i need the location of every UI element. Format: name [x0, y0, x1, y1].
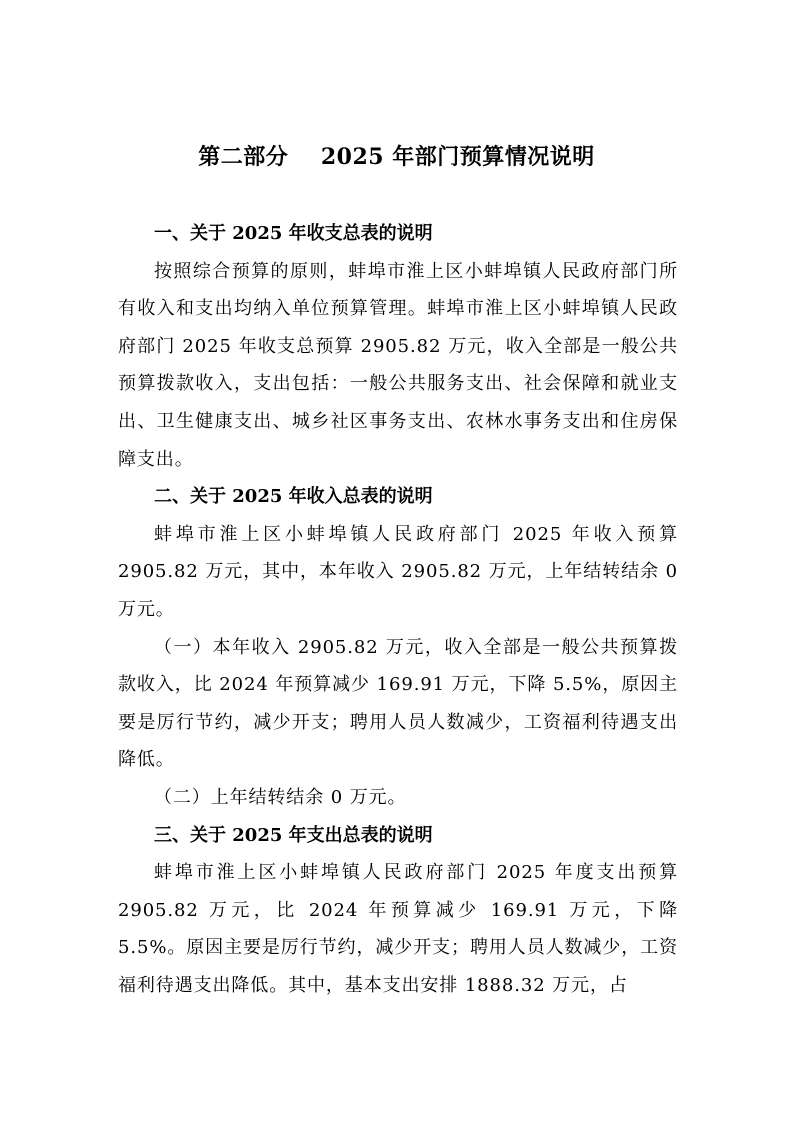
body-paragraph: 蚌埠市淮上区小蚌埠镇人民政府部门 2025 年度支出预算 2905.82 万元，比 2024 年预算减少 169.91 万元，下降 5.5%。原因主要是厉行节约，减少开支；聘用人员人数减少，工资福利待遇支出降低。其中，基本支出安排 1888.32 万元，占	[118, 862, 678, 996]
document-body	[118, 215, 678, 1004]
section-heading: 三、关于 2025 年支出总表的说明	[154, 824, 433, 846]
body-paragraph: 蚌埠市淮上区小蚌埠镇人民政府部门 2025 年收入预算 2905.82 万元，其中，本年收入 2905.82 万元，上年结转结余 0 万元。	[118, 523, 678, 620]
body-paragraph: 按照综合预算的原则，蚌埠市淮上区小蚌埠镇人民政府部门所有收入和支出均纳入单位预算管理。蚌埠市淮上区小蚌埠镇人民政府部门 2025 年收支总预算 2905.82 万元，收入全部是一般公共预算拨款收入，支出包括：一般公共服务支出、社会保障和就业支出、卫生健康支出、城乡社区事务支出、农林水事务支出和住房保障支出。	[118, 260, 678, 470]
section-heading: 一、关于 2025 年收支总表的说明	[154, 223, 433, 244]
page-title: 第二部分 2025 年部门预算情况说明	[198, 144, 595, 170]
body-paragraph: （二）上年结转结余 0 万元。	[154, 786, 407, 808]
section-income-expense-summary	[118, 215, 678, 478]
section-expense-summary	[118, 817, 678, 1005]
section-heading: 二、关于 2025 年收入总表的说明	[154, 486, 433, 508]
section-income-summary	[118, 478, 678, 816]
body-paragraph: （一）本年收入 2905.82 万元，收入全部是一般公共预算拨款收入，比 2024 年预算减少 169.91 万元，下降 5.5%，原因主要是厉行节约，减少开支；聘用人员人数减少，工资福利待遇支出降低。	[118, 636, 678, 771]
